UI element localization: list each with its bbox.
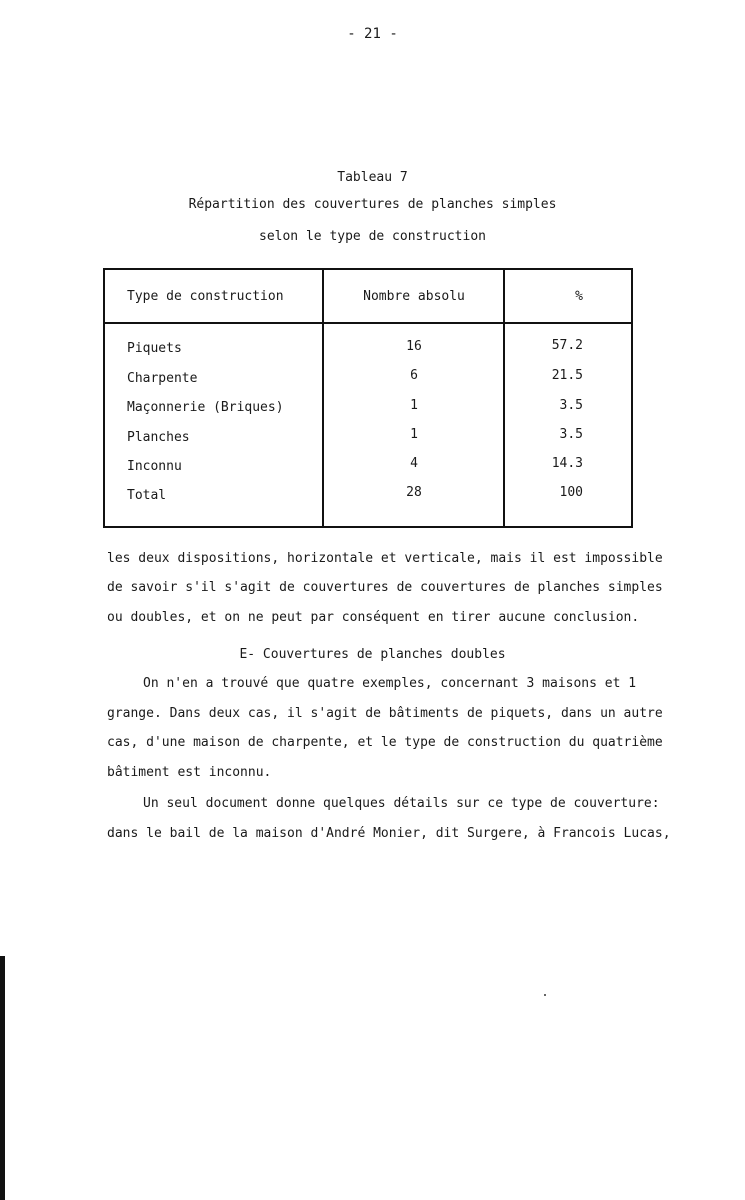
row-count-cell: 1 [410, 427, 418, 442]
table-caption-line-1: Répartition des couvertures de planches simples [188, 197, 557, 212]
table-title: Tableau 7 [337, 170, 408, 185]
table-caption-line-2: selon le type de construction [259, 229, 486, 244]
body-text-line: bâtiment est inconnu. [107, 765, 272, 780]
row-percent-value: 57.2 [551, 338, 583, 353]
body-text-line: ou doubles, et on ne peut par conséquent en tirer aucune conclusion. [107, 610, 640, 625]
row-type-cell: Total [127, 488, 167, 503]
row-type-cell: Charpente [127, 371, 198, 386]
row-percent-value: 3.5 [559, 398, 583, 413]
body-text-line: Un seul document donne quelques détails sur ce type de couverture: [143, 796, 660, 811]
row-type-cell: Inconnu [127, 459, 182, 474]
body-text-line: les deux dispositions, horizontale et verticale, mais il est impossible [107, 551, 663, 566]
row-percent-value: 3.5 [559, 427, 583, 442]
body-text-line: On n'en a trouvé que quatre exemples, concernant 3 maisons et 1 [143, 676, 637, 691]
scan-speck [544, 994, 546, 996]
row-count-cell: 1 [410, 398, 418, 413]
body-text-line: dans le bail de la maison d'André Monier, dit Surgere, à Francois Lucas, [107, 826, 671, 841]
column-header-percent-label: % [575, 289, 583, 304]
row-count-cell: 16 [406, 339, 422, 354]
row-percent-value: 14.3 [551, 456, 583, 471]
data-table [103, 268, 633, 528]
body-text-line: cas, d'une maison de charpente, et le type de construction du quatrième [107, 735, 663, 750]
table-header-divider [105, 322, 631, 324]
row-percent-value: 21.5 [551, 368, 583, 383]
column-header-type: Type de construction [127, 289, 284, 304]
column-header-count: Nombre absolu [363, 289, 465, 304]
row-type-cell: Planches [127, 430, 190, 445]
row-percent-value: 100 [559, 485, 583, 500]
row-count-cell: 28 [406, 485, 422, 500]
scan-edge-mark [0, 956, 5, 1200]
row-count-cell: 4 [410, 456, 418, 471]
row-count-cell: 6 [410, 368, 418, 383]
page-number: - 21 - [347, 26, 398, 42]
section-heading: E- Couvertures de planches doubles [239, 647, 506, 662]
row-type-cell: Piquets [127, 341, 182, 356]
row-type-cell: Maçonnerie (Briques) [127, 400, 284, 415]
body-text-line: de savoir s'il s'agit de couvertures de couvertures de planches simples [107, 580, 663, 595]
body-text-line: grange. Dans deux cas, il s'agit de bâtiments de piquets, dans un autre [107, 706, 663, 721]
